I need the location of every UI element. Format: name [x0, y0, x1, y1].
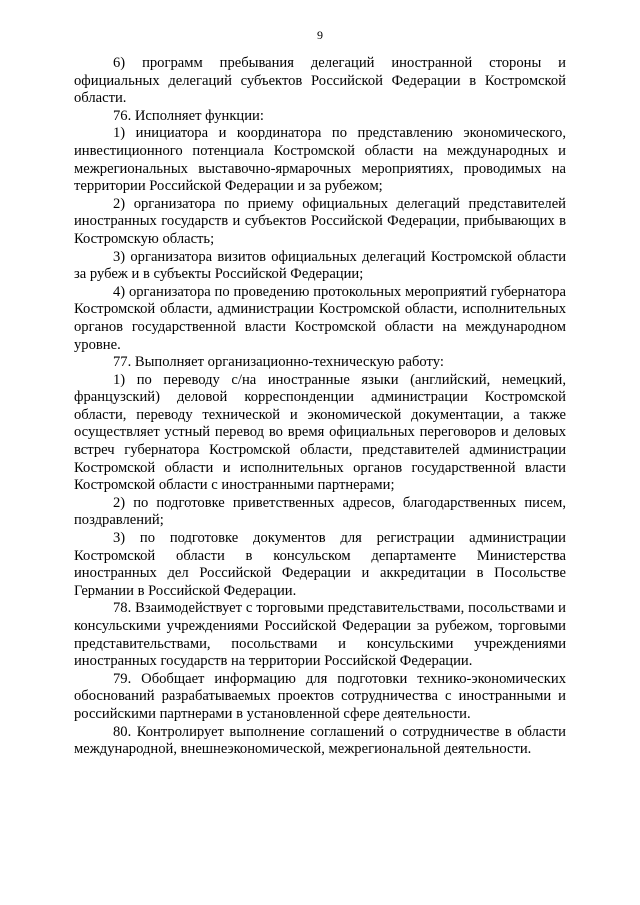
paragraph-76-item-4: 4) организатора по проведению протокольных мероприятий губернатора Костромской области, администрации Костромской области, исполнительных органов государственной власти Костромской области на международном уровне. [74, 283, 566, 353]
paragraph-79: 79. Обобщает информацию для подготовки технико-экономических обоснований разрабатываемых проектов сотрудничества с иностранными и российскими партнерами в установленной сфере деятельности. [74, 670, 566, 722]
paragraph-77-item-3: 3) по подготовке документов для регистрации администрации Костромской области в консульском департаменте Министерства иностранных дел Российской Федерации и аккредитации в Посольстве Германии в Российской Федерации. [74, 530, 566, 599]
paragraph-item-6-programs: 6) программ пребывания делегаций иностранной стороны и официальных делегаций субъектов Российской Федерации в Костромской области. [74, 55, 566, 107]
document-body [74, 55, 566, 759]
paragraph-76-heading: 76. Исполняет функции: [113, 107, 264, 124]
page-number: 9 [317, 28, 323, 42]
paragraph-80: 80. Контролирует выполнение соглашений о сотрудничестве в области международной, внешнеэкономической, межрегиональной деятельности. [74, 723, 566, 758]
paragraph-77-heading: 77. Выполняет организационно-техническую работу: [113, 354, 444, 371]
paragraph-76-item-3: 3) организатора визитов официальных делегаций Костромской области за рубеж и в субъекты Российской Федерации; [74, 248, 566, 283]
paragraph-78: 78. Взаимодействует с торговыми представительствами, посольствами и консульскими учреждениями Российской Федерации за рубежом, торговыми представительствами, посольствами и консульскими учреждениями иностранных государств на территории Российской Федерации. [74, 600, 566, 670]
paragraph-77-item-1: 1) по переводу с/на иностранные языки (английский, немецкий, французский) деловой корреспонденции администрации Костромской области, переводу технической и экономической документации, а также осуществляет устный перевод во время официальных переговоров и деловых встреч губернатора Костромской области, представителей администрации Костромской области и исполнительных органов государственной власти Костромской области с иностранными партнерами; [74, 371, 566, 494]
paragraph-76-item-2: 2) организатора по приему официальных делегаций представителей иностранных государств и субъектов Российской Федерации, прибывающих в Костромскую область; [74, 195, 566, 247]
paragraph-77-item-2: 2) по подготовке приветственных адресов, благодарственных писем, поздравлений; [74, 494, 566, 529]
paragraph-76-item-1: 1) инициатора и координатора по представлению экономического, инвестиционного потенциала Костромской области на международных и межрегиональных выставочно-ярмарочных мероприятиях, проводимых на территории Российской Федерации и за рубежом; [74, 125, 566, 195]
